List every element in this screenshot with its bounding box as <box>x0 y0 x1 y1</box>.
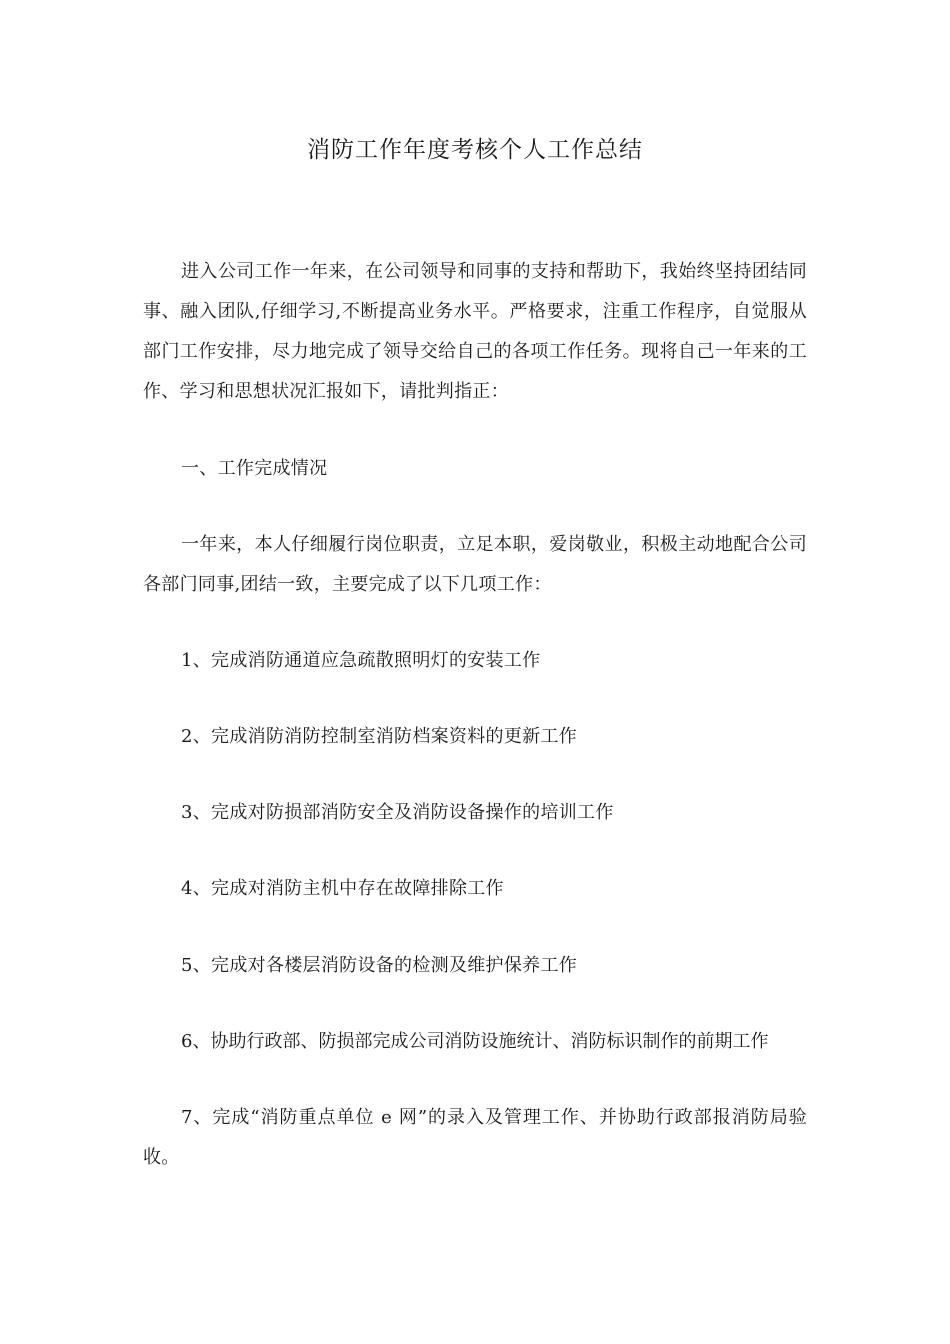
list-item: 6、协助行政部、防损部完成公司消防设施统计、消防标识制作的前期工作 <box>181 1031 769 1052</box>
list-item: 4、完成对消防主机中存在故障排除工作 <box>181 878 504 899</box>
list-item: 3、完成对防损部消防安全及消防设备操作的培训工作 <box>181 802 614 823</box>
list-item: 5、完成对各楼层消防设备的检测及维护保养工作 <box>181 955 578 976</box>
section-heading: 一、工作完成情况 <box>181 458 328 479</box>
list-item: 1、完成消防通道应急疏散照明灯的安装工作 <box>181 650 541 671</box>
list-item: 7、完成“消防重点单位 e 网”的录入及管理工作、并协助行政部报消防局验收。 <box>143 1107 807 1168</box>
document-title: 消防工作年度考核个人工作总结 <box>307 137 643 163</box>
intro-paragraph: 进入公司工作一年来，在公司领导和同事的支持和帮助下，我始终坚持团结同事、融入团队,仔细学习,不断提高业务水平。严格要求，注重工作程序，自觉服从部门工作安排，尽力地完成了领导交给自己的各项工作任务。现将自己一年来的工作、学习和思想状况汇报如下，请批判指正： <box>143 261 807 402</box>
section-summary-paragraph: 一年来，本人仔细履行岗位职责，立足本职，爱岗敬业，积极主动地配合公司各部门同事,团结一致，主要完成了以下几项工作： <box>143 534 807 595</box>
list-item: 2、完成消防消防控制室消防档案资料的更新工作 <box>181 726 578 747</box>
